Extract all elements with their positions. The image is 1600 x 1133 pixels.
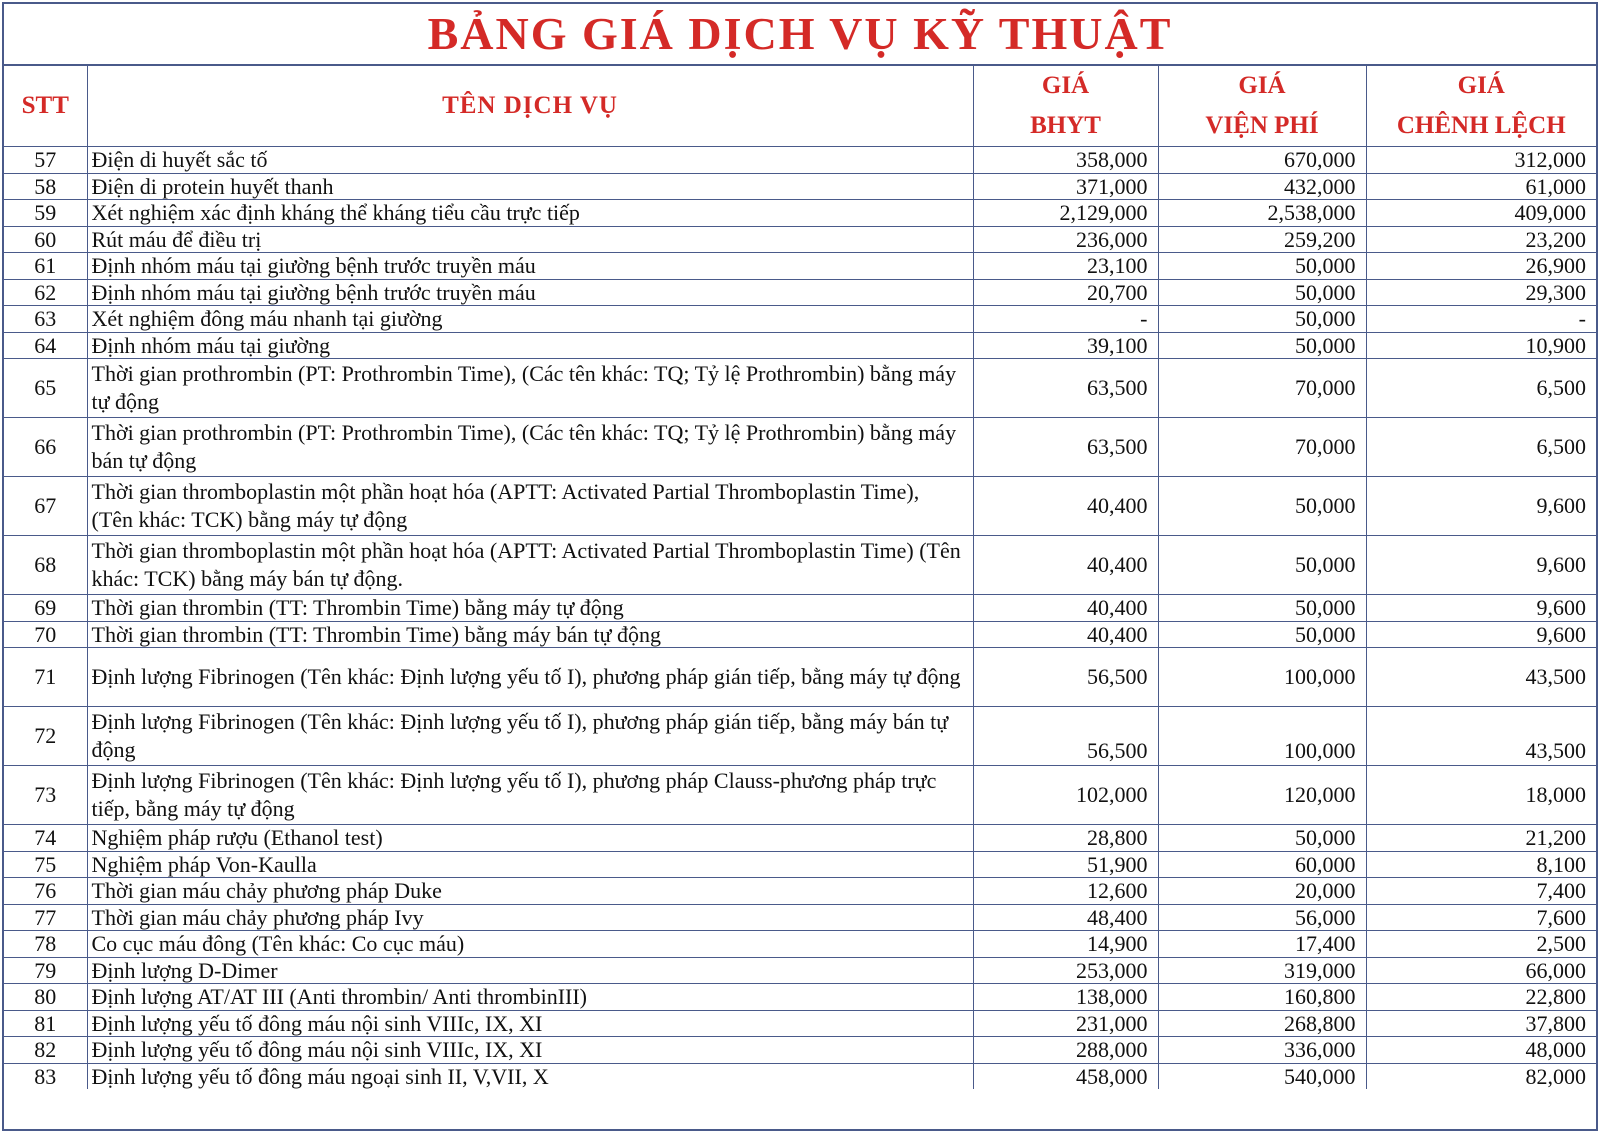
header-price-vienphi-line1: GIÁ	[1238, 72, 1286, 99]
row-stt: 58	[4, 173, 87, 200]
table-row	[4, 418, 1596, 477]
row-service-name: Xét nghiệm xác định kháng thể kháng tiểu cầu trực tiếp	[87, 200, 973, 227]
row-price-bhyt: 40,400	[973, 621, 1158, 648]
row-price-bhyt: 48,400	[973, 904, 1158, 931]
table-row	[4, 1010, 1596, 1037]
row-price-vienphi: 432,000	[1158, 173, 1366, 200]
row-service-name: Co cục máu đông (Tên khác: Co cục máu)	[87, 931, 973, 958]
row-service-name: Thời gian prothrombin (PT: Prothrombin Time), (Các tên khác: TQ; Tỷ lệ Prothrombin) bằng máy tự động	[87, 359, 973, 418]
row-stt: 83	[4, 1063, 87, 1089]
row-price-chenhlech: 9,600	[1366, 595, 1596, 622]
row-service-name: Điện di huyết sắc tố	[87, 147, 973, 174]
row-price-bhyt: 236,000	[973, 226, 1158, 253]
table-row	[4, 707, 1596, 766]
row-price-vienphi: 160,800	[1158, 984, 1366, 1011]
row-service-name: Thời gian thromboplastin một phần hoạt hóa (APTT: Activated Partial Thromboplastin Time) (Tên khác: TCK) bằng máy bán tự động.	[87, 536, 973, 595]
row-price-chenhlech: 37,800	[1366, 1010, 1596, 1037]
row-service-name: Định lượng Fibrinogen (Tên khác: Định lượng yếu tố I), phương pháp gián tiếp, bằng máy tự động	[87, 648, 973, 707]
row-price-chenhlech: 312,000	[1366, 147, 1596, 174]
row-price-vienphi: 20,000	[1158, 878, 1366, 905]
row-price-chenhlech: 48,000	[1366, 1037, 1596, 1064]
row-price-vienphi: 50,000	[1158, 621, 1366, 648]
row-service-name: Thời gian máu chảy phương pháp Ivy	[87, 904, 973, 931]
row-service-name: Định nhóm máu tại giường bệnh trước truyền máu	[87, 279, 973, 306]
row-price-chenhlech: 7,600	[1366, 904, 1596, 931]
header-price-vienphi-line2: VIỆN PHÍ	[1205, 112, 1319, 139]
header-price-bhyt-line2: BHYT	[1030, 112, 1101, 139]
row-price-vienphi: 319,000	[1158, 957, 1366, 984]
row-stt: 76	[4, 878, 87, 905]
row-price-chenhlech: 409,000	[1366, 200, 1596, 227]
row-price-vienphi: 50,000	[1158, 825, 1366, 852]
row-stt: 77	[4, 904, 87, 931]
row-price-bhyt: 231,000	[973, 1010, 1158, 1037]
table-row	[4, 226, 1596, 253]
price-table-sheet	[2, 2, 1598, 1131]
row-price-vienphi: 100,000	[1158, 707, 1366, 766]
row-price-bhyt: 40,400	[973, 536, 1158, 595]
table-row	[4, 957, 1596, 984]
row-price-vienphi: 17,400	[1158, 931, 1366, 958]
row-price-vienphi: 259,200	[1158, 226, 1366, 253]
row-stt: 78	[4, 931, 87, 958]
row-price-vienphi: 50,000	[1158, 332, 1366, 359]
row-price-chenhlech: 7,400	[1366, 878, 1596, 905]
row-price-bhyt: 14,900	[973, 931, 1158, 958]
row-price-chenhlech: 9,600	[1366, 536, 1596, 595]
row-price-vienphi: 540,000	[1158, 1063, 1366, 1089]
table-row	[4, 648, 1596, 707]
row-service-name: Nghiệm pháp Von-Kaulla	[87, 851, 973, 878]
row-price-chenhlech: 22,800	[1366, 984, 1596, 1011]
table-body	[4, 147, 1596, 1090]
row-service-name: Điện di protein huyết thanh	[87, 173, 973, 200]
table-row	[4, 595, 1596, 622]
row-price-bhyt: 12,600	[973, 878, 1158, 905]
row-price-vienphi: 100,000	[1158, 648, 1366, 707]
row-price-bhyt: 28,800	[973, 825, 1158, 852]
row-service-name: Định lượng yếu tố đông máu ngoại sinh II, V,VII, X	[87, 1063, 973, 1089]
row-stt: 67	[4, 477, 87, 536]
row-price-vienphi: 50,000	[1158, 595, 1366, 622]
table-row	[4, 825, 1596, 852]
row-price-chenhlech: 29,300	[1366, 279, 1596, 306]
row-service-name: Rút máu để điều trị	[87, 226, 973, 253]
row-price-vienphi: 70,000	[1158, 418, 1366, 477]
row-service-name: Thời gian prothrombin (PT: Prothrombin Time), (Các tên khác: TQ; Tỷ lệ Prothrombin) bằng máy bán tự động	[87, 418, 973, 477]
row-price-chenhlech: 8,100	[1366, 851, 1596, 878]
row-price-vienphi: 50,000	[1158, 536, 1366, 595]
row-price-bhyt: 102,000	[973, 766, 1158, 825]
table-row	[4, 878, 1596, 905]
row-service-name: Nghiệm pháp rượu (Ethanol test)	[87, 825, 973, 852]
row-service-name: Thời gian thrombin (TT: Thrombin Time) bằng máy bán tự động	[87, 621, 973, 648]
header-price-vienphi	[1158, 66, 1366, 147]
row-price-vienphi: 2,538,000	[1158, 200, 1366, 227]
row-price-chenhlech: 9,600	[1366, 621, 1596, 648]
table-row	[4, 253, 1596, 280]
row-price-bhyt: 288,000	[973, 1037, 1158, 1064]
row-price-vienphi: 50,000	[1158, 477, 1366, 536]
row-price-vienphi: 70,000	[1158, 359, 1366, 418]
row-service-name: Định nhóm máu tại giường	[87, 332, 973, 359]
row-service-name: Xét nghiệm đông máu nhanh tại giường	[87, 306, 973, 333]
table-row	[4, 1063, 1596, 1089]
row-price-chenhlech: 66,000	[1366, 957, 1596, 984]
row-stt: 69	[4, 595, 87, 622]
row-price-chenhlech: 2,500	[1366, 931, 1596, 958]
row-price-bhyt: 39,100	[973, 332, 1158, 359]
table-row	[4, 904, 1596, 931]
row-price-chenhlech: -	[1366, 306, 1596, 333]
row-price-bhyt: 253,000	[973, 957, 1158, 984]
row-price-bhyt: 63,500	[973, 418, 1158, 477]
row-price-bhyt: 20,700	[973, 279, 1158, 306]
row-price-bhyt: 2,129,000	[973, 200, 1158, 227]
table-row	[4, 173, 1596, 200]
row-stt: 60	[4, 226, 87, 253]
header-stt: STT	[4, 66, 87, 147]
header-price-chenhlech	[1366, 66, 1596, 147]
row-price-bhyt: 63,500	[973, 359, 1158, 418]
row-price-chenhlech: 43,500	[1366, 707, 1596, 766]
row-service-name: Định lượng yếu tố đông máu nội sinh VIIIc, IX, XI	[87, 1037, 973, 1064]
header-price-bhyt	[973, 66, 1158, 147]
row-service-name: Thời gian thrombin (TT: Thrombin Time) bằng máy tự động	[87, 595, 973, 622]
row-price-bhyt: 371,000	[973, 173, 1158, 200]
row-price-vienphi: 120,000	[1158, 766, 1366, 825]
table-row	[4, 477, 1596, 536]
row-price-vienphi: 336,000	[1158, 1037, 1366, 1064]
row-stt: 73	[4, 766, 87, 825]
row-price-bhyt: 56,500	[973, 648, 1158, 707]
price-table	[4, 66, 1596, 1089]
row-service-name: Định lượng Fibrinogen (Tên khác: Định lượng yếu tố I), phương pháp gián tiếp, bằng máy bán tự động	[87, 707, 973, 766]
row-stt: 62	[4, 279, 87, 306]
row-price-chenhlech: 18,000	[1366, 766, 1596, 825]
row-stt: 75	[4, 851, 87, 878]
row-stt: 80	[4, 984, 87, 1011]
table-row	[4, 984, 1596, 1011]
row-price-chenhlech: 43,500	[1366, 648, 1596, 707]
row-stt: 63	[4, 306, 87, 333]
header-price-chenhlech-line2: CHÊNH LỆCH	[1396, 112, 1566, 139]
row-service-name: Định lượng AT/AT III (Anti thrombin/ Anti thrombinIII)	[87, 984, 973, 1011]
table-row	[4, 621, 1596, 648]
table-row	[4, 359, 1596, 418]
table-row	[4, 766, 1596, 825]
page-title: BẢNG GIÁ DỊCH VỤ KỸ THUẬT	[4, 4, 1596, 66]
table-header-row	[4, 66, 1596, 147]
row-stt: 65	[4, 359, 87, 418]
row-price-vienphi: 670,000	[1158, 147, 1366, 174]
row-price-bhyt: 138,000	[973, 984, 1158, 1011]
row-price-bhyt: 40,400	[973, 477, 1158, 536]
row-price-chenhlech: 26,900	[1366, 253, 1596, 280]
row-price-bhyt: 458,000	[973, 1063, 1158, 1089]
row-stt: 82	[4, 1037, 87, 1064]
table-row	[4, 306, 1596, 333]
row-price-chenhlech: 61,000	[1366, 173, 1596, 200]
table-row	[4, 332, 1596, 359]
row-price-bhyt: 40,400	[973, 595, 1158, 622]
table-row	[4, 931, 1596, 958]
row-price-vienphi: 50,000	[1158, 279, 1366, 306]
row-stt: 68	[4, 536, 87, 595]
row-price-bhyt: 51,900	[973, 851, 1158, 878]
row-price-vienphi: 50,000	[1158, 253, 1366, 280]
table-row	[4, 200, 1596, 227]
header-service-name: TÊN DỊCH VỤ	[87, 66, 973, 147]
table-row	[4, 1037, 1596, 1064]
row-service-name: Định lượng D-Dimer	[87, 957, 973, 984]
row-price-chenhlech: 6,500	[1366, 418, 1596, 477]
row-service-name: Định lượng yếu tố đông máu nội sinh VIIIc, IX, XI	[87, 1010, 973, 1037]
row-price-chenhlech: 10,900	[1366, 332, 1596, 359]
row-price-vienphi: 268,800	[1158, 1010, 1366, 1037]
row-service-name: Thời gian thromboplastin một phần hoạt hóa (APTT: Activated Partial Thromboplastin Time), (Tên khác: TCK) bằng máy tự động	[87, 477, 973, 536]
row-service-name: Định nhóm máu tại giường bệnh trước truyền máu	[87, 253, 973, 280]
row-stt: 64	[4, 332, 87, 359]
row-price-chenhlech: 82,000	[1366, 1063, 1596, 1089]
row-price-chenhlech: 21,200	[1366, 825, 1596, 852]
table-row	[4, 536, 1596, 595]
table-row	[4, 279, 1596, 306]
row-stt: 72	[4, 707, 87, 766]
row-stt: 57	[4, 147, 87, 174]
row-price-vienphi: 60,000	[1158, 851, 1366, 878]
row-stt: 74	[4, 825, 87, 852]
row-price-vienphi: 50,000	[1158, 306, 1366, 333]
row-stt: 61	[4, 253, 87, 280]
row-stt: 81	[4, 1010, 87, 1037]
row-price-bhyt: -	[973, 306, 1158, 333]
row-price-bhyt: 56,500	[973, 707, 1158, 766]
row-stt: 66	[4, 418, 87, 477]
row-price-bhyt: 23,100	[973, 253, 1158, 280]
header-price-bhyt-line1: GIÁ	[1041, 72, 1090, 99]
row-price-vienphi: 56,000	[1158, 904, 1366, 931]
row-price-chenhlech: 6,500	[1366, 359, 1596, 418]
row-stt: 71	[4, 648, 87, 707]
table-row	[4, 147, 1596, 174]
header-price-chenhlech-line1: GIÁ	[1457, 72, 1505, 99]
row-service-name: Thời gian máu chảy phương pháp Duke	[87, 878, 973, 905]
row-stt: 70	[4, 621, 87, 648]
row-service-name: Định lượng Fibrinogen (Tên khác: Định lượng yếu tố I), phương pháp Clauss-phương pháp trực tiếp, bằng máy tự động	[87, 766, 973, 825]
table-row	[4, 851, 1596, 878]
row-stt: 79	[4, 957, 87, 984]
row-price-chenhlech: 9,600	[1366, 477, 1596, 536]
row-price-bhyt: 358,000	[973, 147, 1158, 174]
row-price-chenhlech: 23,200	[1366, 226, 1596, 253]
row-stt: 59	[4, 200, 87, 227]
